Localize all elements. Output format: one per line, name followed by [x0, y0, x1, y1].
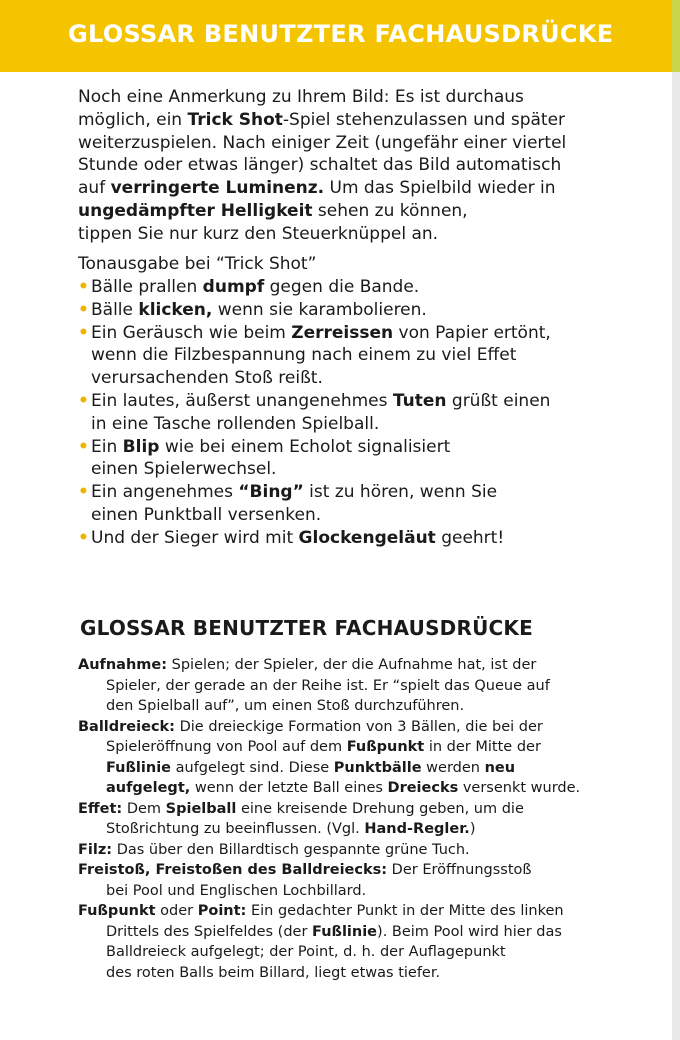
list-item — [78, 390, 638, 436]
sound-heading: Tonausgabe bei “Trick Shot” — [78, 254, 317, 274]
glossary-bold: Fußlinie — [312, 923, 378, 940]
item-text: in eine Tasche rollenden Spielball. — [91, 413, 380, 434]
header-title: GLOSSAR BENUTZTER FACHAUSDRÜCKE — [68, 20, 614, 48]
intro-line: möglich, ein — [78, 109, 188, 130]
glossary-term: Freistoß, Freistoßen des Balldreiecks: — [78, 862, 388, 878]
list-item — [78, 481, 638, 527]
item-text: wenn die Filzbespannung nach einem zu viel Effet — [91, 345, 517, 366]
item-text: einen Spielerwechsel. — [91, 459, 277, 480]
intro-line: Um das Spielbild wieder in — [324, 178, 556, 199]
intro-line: Noch eine Anmerkung zu Ihrem Bild: Es ist durchaus — [78, 87, 524, 107]
item-text: Bälle — [91, 299, 139, 320]
glossary-text: Der Eröffnungsstoß — [387, 862, 532, 878]
glossary-entry-balldreieck — [78, 717, 638, 799]
glossary-text: oder — [155, 903, 198, 919]
item-bold: Glockengeläut — [298, 527, 436, 548]
intro-bold: ungedämpfter Helligkeit — [78, 200, 313, 221]
glossary-text: Spieler, der gerade an der Reihe ist. Er “spielt das Queue auf — [106, 677, 550, 694]
item-text: von Papier ertönt, — [393, 322, 551, 343]
glossary-text: in der Mitte der — [424, 739, 541, 755]
glossary-text: ). Beim Pool wird hier das — [377, 923, 562, 940]
bullet-icon: • — [78, 277, 89, 297]
bullet-icon: • — [78, 322, 89, 343]
intro-paragraph — [78, 86, 638, 246]
glossary-entry-fusspunkt — [78, 901, 638, 983]
intro-line: auf — [78, 178, 111, 199]
intro-line: Stunde oder etwas länger) schaltet das Bild automatisch — [78, 155, 562, 176]
glossary-text: ) — [469, 821, 476, 837]
glossary-term: Aufnahme: — [78, 657, 168, 673]
item-text: ist zu hören, wenn Sie — [303, 482, 498, 503]
list-item — [78, 527, 638, 550]
glossary-text: eine kreisende Drehung geben, um die — [236, 800, 524, 817]
glossary-term: Balldreieck: — [78, 718, 175, 735]
intro-text — [78, 86, 638, 246]
glossary-bold: aufgelegt, — [106, 780, 191, 796]
list-item — [78, 322, 638, 390]
glossary-title: GLOSSAR BENUTZTER FACHAUSDRÜCKE — [80, 616, 533, 640]
glossary-text: wenn der letzte Ball eines — [190, 780, 388, 796]
glossary-bold: Spielball — [165, 800, 237, 817]
item-bold: klicken, — [138, 299, 213, 320]
glossary-text: Dem — [122, 800, 166, 817]
glossary-text: Spieleröffnung von Pool auf dem — [106, 739, 347, 755]
item-text: Und der Sieger wird mit — [91, 527, 299, 548]
glossary-text: des roten Balls beim Billard, liegt etwas tiefer. — [106, 964, 441, 981]
item-text: Ein angenehmes — [91, 482, 239, 503]
sound-list — [78, 276, 638, 550]
intro-bold: verringerte Luminenz. — [110, 178, 325, 199]
bullet-icon: • — [78, 390, 89, 411]
glossary-bold: neu — [484, 759, 516, 776]
glossary-text: Die dreieckige Formation von 3 Bällen, die bei der — [174, 718, 543, 735]
glossary-term: Fußpunkt — [78, 903, 156, 919]
item-bold: Zerreissen — [291, 322, 394, 343]
item-text: Ein Geräusch wie beim — [91, 322, 292, 343]
item-text: gegen die Bande. — [264, 277, 420, 297]
list-item — [78, 276, 638, 299]
page-edge-top — [672, 0, 680, 72]
glossary-entry-aufnahme — [78, 655, 638, 717]
list-item — [78, 436, 638, 482]
item-text: Ein — [91, 436, 123, 457]
glossary-text: werden — [421, 759, 485, 776]
bullet-icon: • — [78, 527, 89, 548]
item-bold: Blip — [122, 436, 160, 457]
item-text: Ein lautes, äußerst unangenehmes — [91, 390, 393, 411]
glossary-text: bei Pool und Englischen Lochbillard. — [106, 882, 367, 899]
glossary-bold: Fußlinie — [106, 759, 172, 776]
glossary-term: Filz: — [78, 841, 113, 858]
bullet-icon: • — [78, 299, 89, 320]
intro-line: weiterzuspielen. Nach einiger Zeit (ungefähr einer viertel — [78, 132, 567, 153]
glossary-bold: Fußpunkt — [346, 739, 425, 755]
glossary-term: Effet: — [78, 800, 123, 817]
glossary-entry-effet — [78, 799, 638, 840]
item-bold: “Bing” — [238, 482, 304, 503]
glossary-text: Balldreieck aufgelegt; der Point, d. h. der Auflagepunkt — [106, 944, 506, 960]
bullet-icon: • — [78, 482, 89, 503]
intro-line: -Spiel stehenzulassen und später — [282, 109, 566, 130]
bullet-icon: • — [78, 436, 89, 457]
glossary-text: Ein gedachter Punkt in der Mitte des linken — [246, 903, 564, 919]
item-text: wie bei einem Echolot signalisiert — [159, 436, 451, 457]
page-edge — [672, 0, 680, 1040]
glossary-bold: Punktbälle — [333, 759, 422, 776]
item-text: Bälle prallen — [91, 277, 203, 297]
glossary-list — [78, 655, 638, 983]
item-text: einen Punktball versenken. — [91, 504, 322, 525]
item-text: grüßt einen — [446, 390, 551, 411]
glossary-text: aufgelegt sind. Diese — [171, 759, 334, 776]
glossary-text: Spielen; der Spieler, der die Aufnahme hat, ist der — [167, 657, 537, 673]
glossary-text: Stoßrichtung zu beeinflussen. (Vgl. — [106, 821, 365, 837]
glossary-text: Drittels des Spielfeldes (der — [106, 923, 313, 940]
intro-line: tippen Sie nur kurz den Steuerknüppel an. — [78, 223, 439, 244]
item-text: geehrt! — [435, 527, 505, 548]
item-text: wenn sie karambolieren. — [212, 299, 427, 320]
item-bold: Tuten — [392, 390, 447, 411]
item-bold: dumpf — [202, 277, 265, 297]
glossary-term: Point: — [197, 903, 247, 919]
glossary-bold: Hand-Regler. — [364, 821, 470, 837]
glossary-text: versenkt wurde. — [458, 780, 581, 796]
glossary-entry-freistoss — [78, 860, 638, 901]
glossary-entry-filz — [78, 840, 638, 861]
glossary-bold: Dreiecks — [387, 780, 459, 796]
list-item — [78, 299, 638, 322]
header-band — [0, 0, 672, 72]
glossary-text: den Spielball auf”, um einen Stoß durchzuführen. — [106, 698, 465, 714]
intro-bold: Trick Shot — [187, 109, 283, 130]
item-text: verursachenden Stoß reißt. — [91, 368, 323, 389]
intro-line: sehen zu können, — [312, 200, 468, 221]
glossary-text: Das über den Billardtisch gespannte grüne Tuch. — [112, 841, 470, 858]
